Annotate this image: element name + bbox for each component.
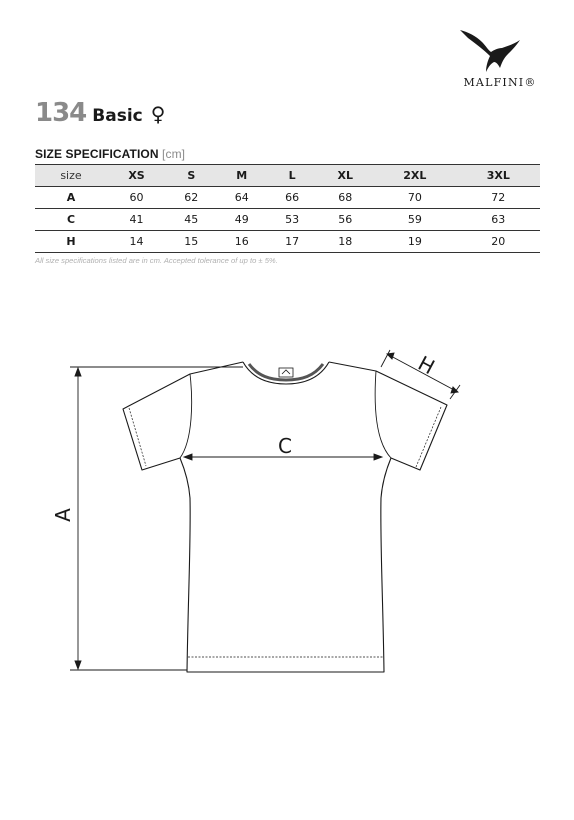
table-cell: 68: [338, 191, 353, 204]
table-cell: 18: [338, 235, 353, 248]
neck-label-icon: [279, 368, 293, 377]
size-spec-unit: [cm]: [162, 147, 186, 161]
table-cell: 60: [129, 191, 144, 204]
row-label: H: [66, 235, 76, 248]
product-name: Basic: [92, 106, 143, 126]
table-cell: 63: [491, 213, 506, 226]
tshirt-outline: [123, 362, 447, 672]
table-cell: 45: [184, 213, 199, 226]
header-cell-size: size: [60, 169, 82, 182]
table-cell: 59: [407, 213, 422, 226]
table-cell: 41: [129, 213, 144, 226]
table-cell: 56: [338, 213, 353, 226]
table-cell: 19: [407, 235, 422, 248]
tshirt-collar-rib: [249, 364, 323, 380]
table-cell: 72: [491, 191, 506, 204]
product-title: [35, 98, 165, 128]
row-label: A: [66, 191, 76, 204]
tshirt-diagram: [0, 340, 574, 680]
table-cell: 53: [285, 213, 300, 226]
header-cell-m: M: [236, 169, 248, 182]
size-table-header: [35, 165, 540, 187]
table-cell: 16: [234, 235, 249, 248]
table-row-h: [35, 231, 540, 253]
brand-name: MALFINI®: [463, 76, 537, 89]
table-cell: 64: [234, 191, 249, 204]
table-cell: 70: [407, 191, 422, 204]
header-cell-l: L: [288, 169, 296, 182]
header-cell-xl: XL: [337, 169, 353, 182]
table-cell: 49: [234, 213, 249, 226]
label-h: H: [414, 350, 439, 380]
size-spec-title: SIZE SPECIFICATION: [35, 147, 159, 161]
size-table: [35, 164, 540, 253]
header-cell-2xl: 2XL: [403, 169, 427, 182]
brand-logo: [454, 26, 546, 92]
female-symbol-icon: ♀: [150, 102, 166, 126]
table-row-c: [35, 209, 540, 231]
table-cell: 66: [285, 191, 300, 204]
size-spec-heading: [35, 147, 185, 161]
table-cell: 14: [129, 235, 144, 248]
row-label: C: [66, 213, 76, 226]
measure-a: [70, 367, 243, 670]
header-cell-3xl: 3XL: [486, 169, 510, 182]
table-cell: 20: [491, 235, 506, 248]
label-c: C: [278, 434, 292, 458]
header-cell-s: S: [187, 169, 196, 182]
tolerance-note: All size specifications listed are in cm. Accepted tolerance of up to ± 5%.: [35, 256, 278, 265]
header-cell-xs: XS: [128, 169, 145, 182]
table-cell: 17: [285, 235, 300, 248]
model-number: 134: [35, 98, 87, 128]
table-cell: 15: [184, 235, 199, 248]
table-cell: 62: [184, 191, 199, 204]
label-a: A: [51, 508, 75, 522]
bird-logo-icon: [458, 26, 542, 74]
table-row-a: [35, 187, 540, 209]
